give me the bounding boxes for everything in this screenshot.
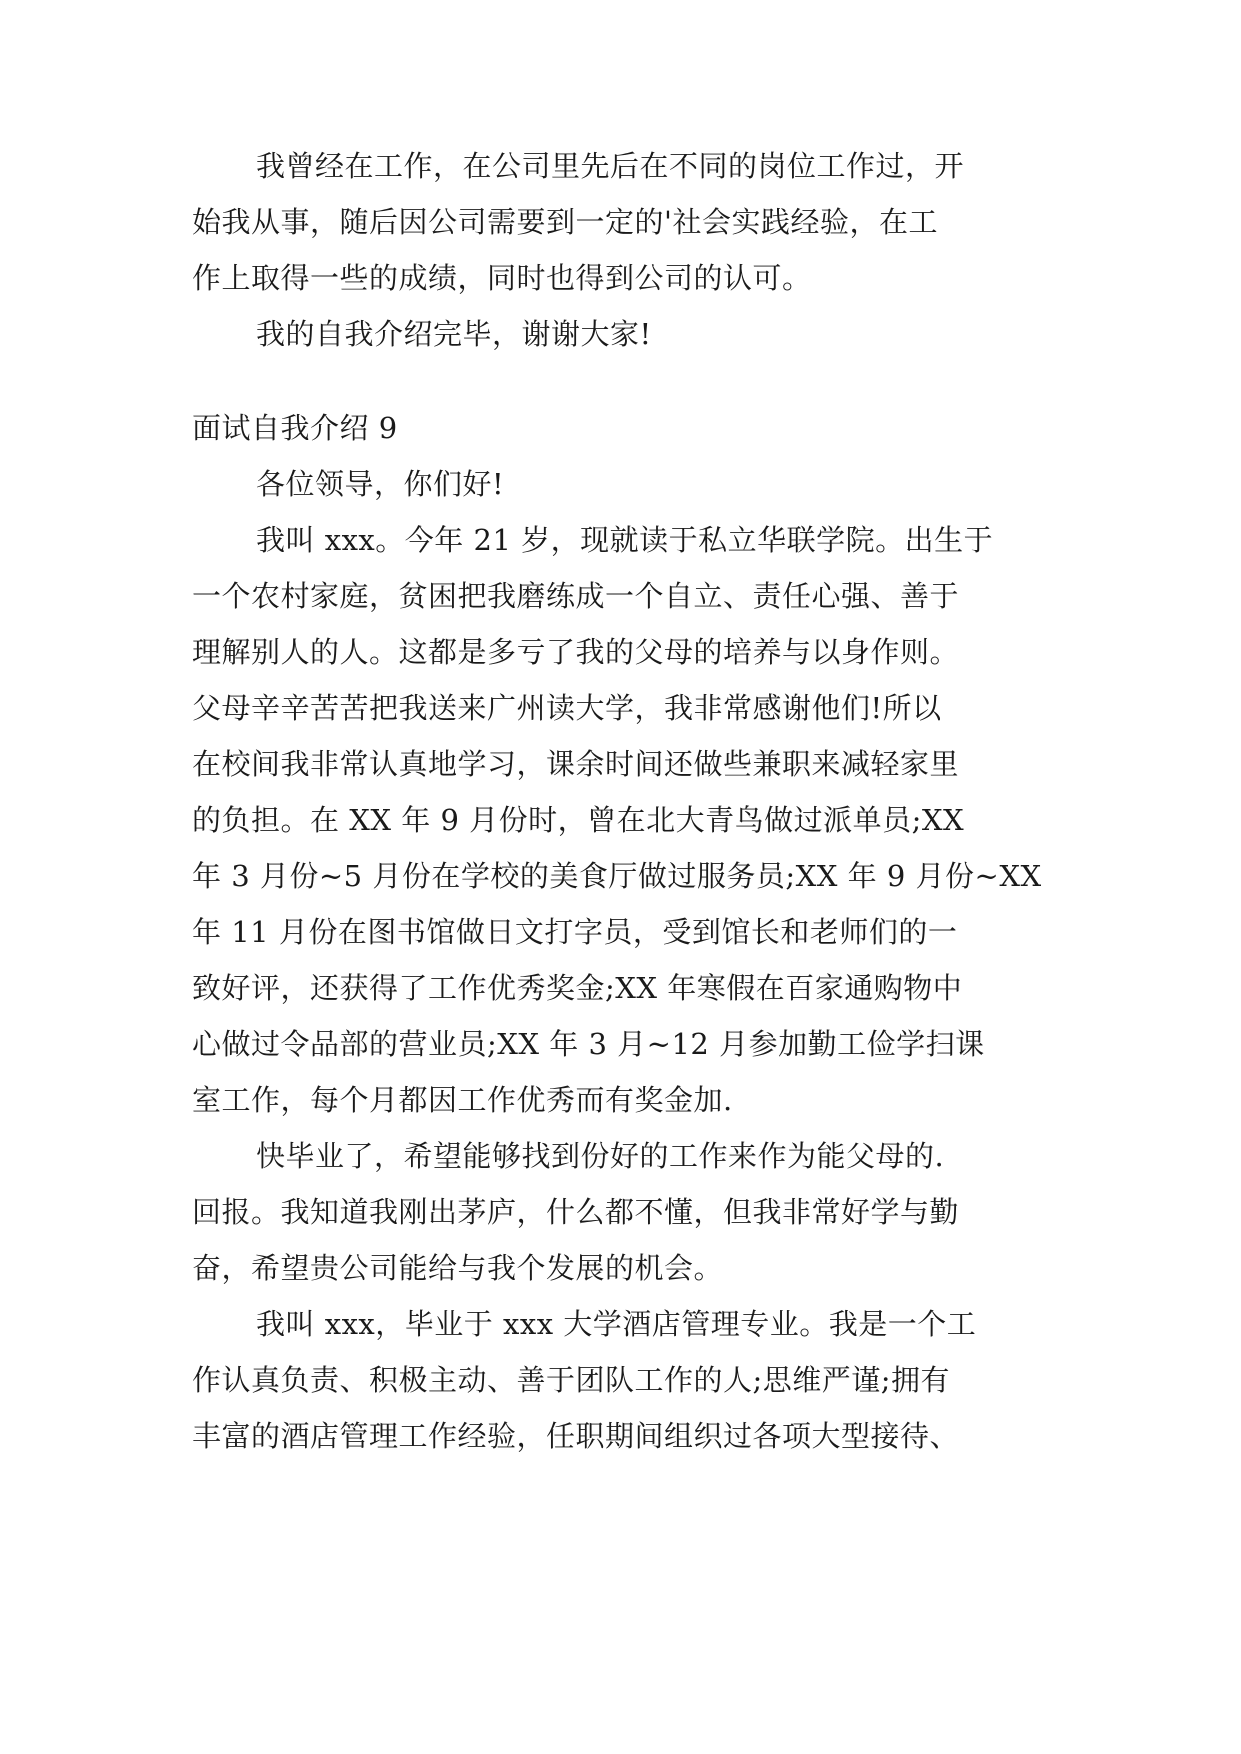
- text-line: 作上取得一些的成绩，同时也得到公司的认可。: [192, 261, 812, 295]
- text-line: 的负担。在 XX 年 9 月份时，曾在北大青鸟做过派单员;XX: [192, 803, 965, 837]
- text-line: 在校间我非常认真地学习，课余时间还做些兼职来减轻家里: [192, 747, 960, 781]
- text-line: 始我从事，随后因公司需要到一定的'社会实践经验，在工: [192, 205, 938, 239]
- closing-line: 我的自我介绍完毕，谢谢大家!: [256, 317, 652, 351]
- text-line: 我叫 xxx。今年 21 岁，现就读于私立华联学院。出生于: [256, 523, 994, 557]
- text-line: 年 11 月份在图书馆做日文打字员，受到馆长和老师们的一: [192, 915, 958, 949]
- text-line: 致好评，还获得了工作优秀奖金;XX 年寒假在百家通购物中: [192, 971, 963, 1005]
- text-line: 心做过令品部的营业员;XX 年 3 月~12 月参加勤工俭学扫课: [192, 1027, 985, 1061]
- text-line: 回报。我知道我刚出茅庐，什么都不懂，但我非常好学与勤: [192, 1195, 960, 1229]
- text-line: 室工作，每个月都因工作优秀而有奖金加.: [192, 1083, 733, 1117]
- text-line: 我叫 xxx，毕业于 xxx 大学酒店管理专业。我是一个工: [256, 1307, 977, 1341]
- text-line: 父母辛辛苦苦把我送来广州读大学，我非常感谢他们!所以: [192, 691, 942, 725]
- text-line: 作认真负责、积极主动、善于团队工作的人;思维严谨;拥有: [192, 1363, 951, 1397]
- text-line: 一个农村家庭，贫困把我磨练成一个自立、责任心强、善于: [192, 579, 960, 613]
- text-line: 年 3 月份~5 月份在学校的美食厅做过服务员;XX 年 9 月份~XX: [192, 859, 1042, 893]
- section-title: 面试自我介绍 9: [192, 411, 398, 445]
- text-line: 丰富的酒店管理工作经验，任职期间组织过各项大型接待、: [192, 1419, 960, 1453]
- text-line: 奋，希望贵公司能给与我个发展的机会。: [192, 1251, 724, 1285]
- text-line: 我曾经在工作，在公司里先后在不同的岗位工作过，开: [256, 149, 965, 183]
- greeting-line: 各位领导，你们好!: [256, 467, 505, 501]
- text-line: 理解别人的人。这都是多亏了我的父母的培养与以身作则。: [192, 635, 960, 669]
- text-line: 快毕业了，希望能够找到份好的工作来作为能父母的.: [256, 1139, 945, 1173]
